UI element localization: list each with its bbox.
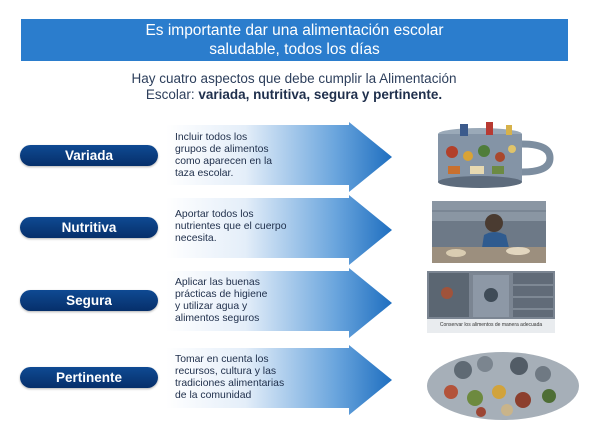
intro-text — [20, 71, 568, 103]
aspect-row-nutritiva — [0, 195, 599, 265]
aspect-label-variada: Variada — [20, 145, 158, 166]
kitchen-hygiene-photo — [427, 271, 555, 333]
header-banner — [21, 19, 568, 61]
photo-caption: Conservar los alimentos de manera adecuada — [439, 322, 543, 328]
aspect-row-segura — [0, 268, 599, 338]
aspect-row-pertinente — [0, 345, 599, 415]
aspect-description-pertinente: Tomar en cuenta los recursos, cultura y las tradiciones alimentarias de la comunidad — [175, 354, 285, 401]
aspect-label-pertinente: Pertinente — [20, 367, 158, 388]
aspect-description-nutritiva: Aportar todos los nutrientes que el cuerpo necesita. — [175, 209, 287, 244]
community-food-market-photo — [423, 340, 583, 422]
header-title-line1: Es importante dar una alimentación escolar — [145, 22, 444, 39]
child-eating-photo — [432, 201, 546, 263]
aspect-row-variada — [0, 122, 599, 192]
intro-line2-prefix: Escolar: — [145, 87, 199, 102]
aspect-label-segura: Segura — [20, 290, 158, 311]
aspect-description-variada: Incluir todos los grupos de alimentos como aparecen en la taza escolar. — [175, 132, 273, 179]
intro-aspects-list: variada, nutritiva, segura y pertinente. — [198, 87, 443, 102]
intro-line1: Hay cuatro aspectos que debe cumplir la Alimentación — [131, 71, 457, 86]
school-food-cup-illustration — [420, 122, 570, 190]
aspect-label-nutritiva: Nutritiva — [20, 217, 158, 238]
header-title-line2: saludable, todos los días — [209, 41, 380, 58]
aspect-description-segura: Aplicar las buenas prácticas de higiene y utilizar agua y alimentos seguros — [175, 277, 268, 324]
intro-line2 — [20, 87, 568, 103]
